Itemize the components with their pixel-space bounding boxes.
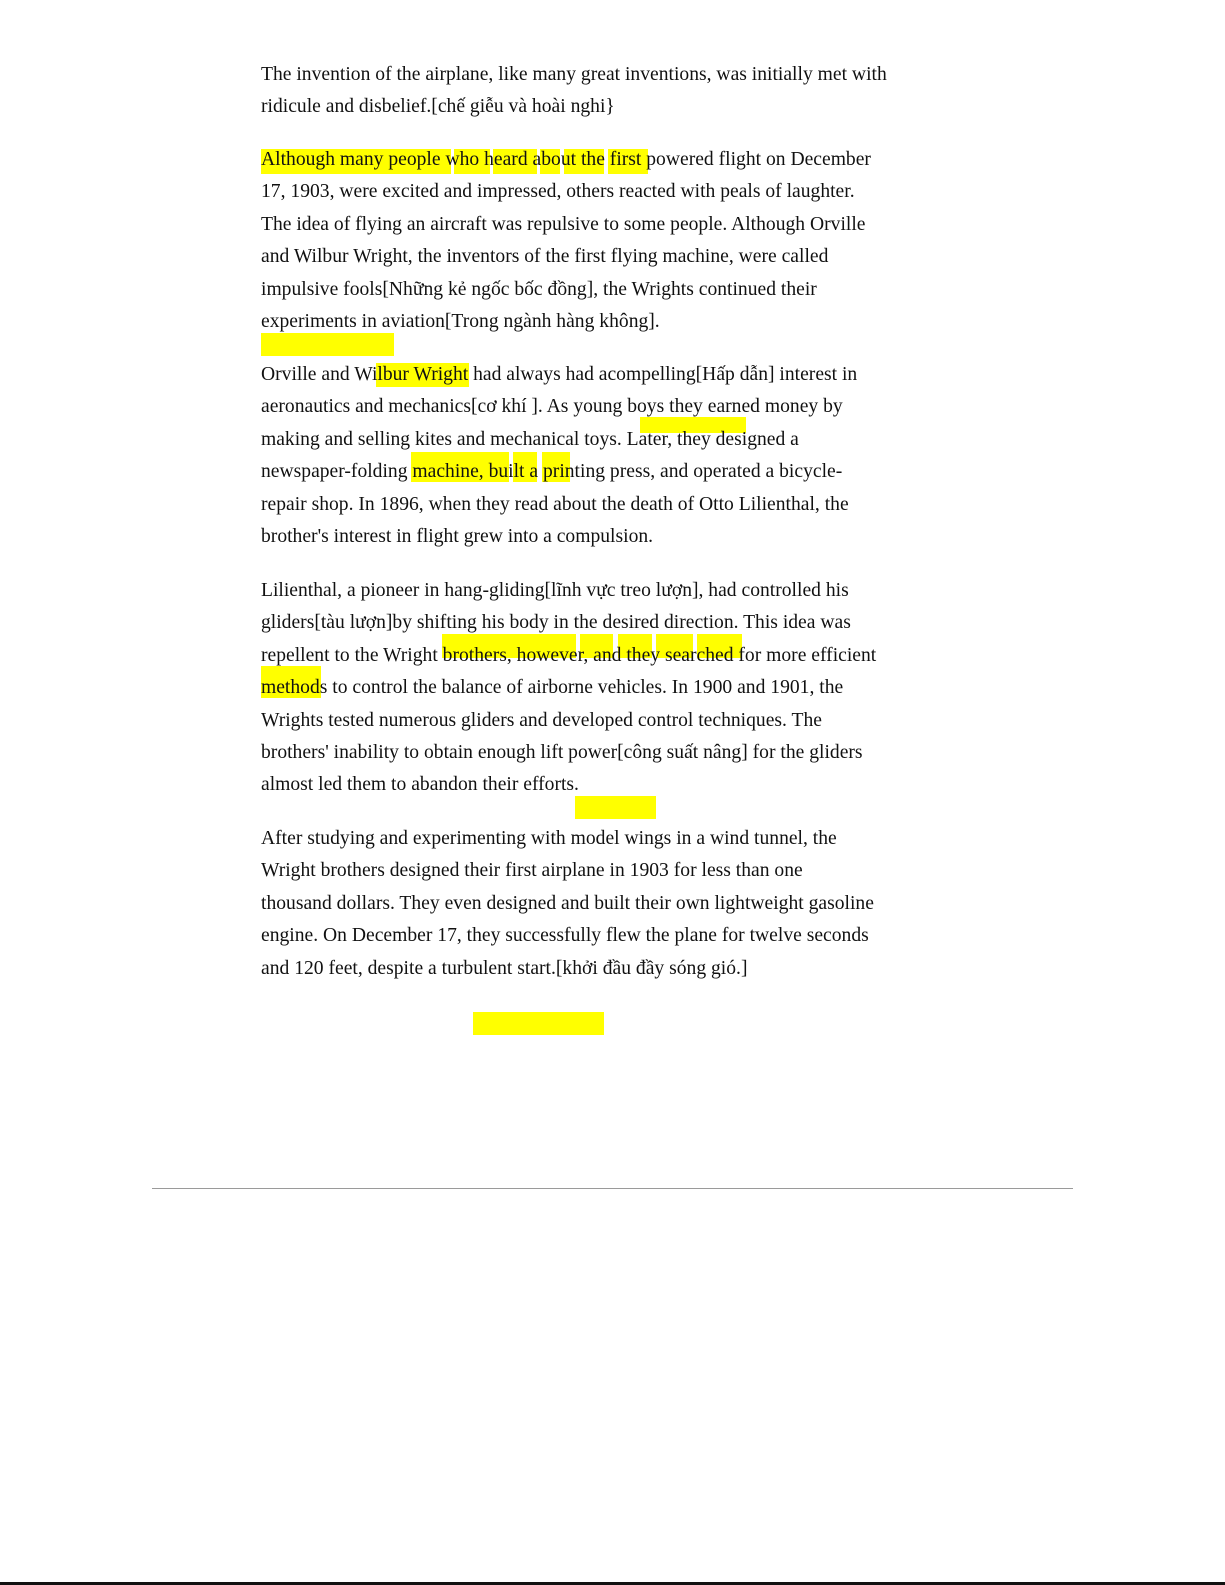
text-line: repellent to the Wright brothers, however, and they searched for more efficient [261, 644, 877, 666]
text-line: Wrights tested numerous gliders and developed control techniques. The [261, 709, 822, 731]
text-line: almost led them to abandon their efforts. [261, 774, 579, 796]
text-line: repair shop. In 1896, when they read about the death of Otto Lilienthal, the [261, 493, 849, 515]
text-line: engine. On December 17, they successfully flew the plane for twelve seconds [261, 925, 869, 947]
paragraph-first-flight [261, 144, 951, 338]
highlight-mark [473, 1012, 604, 1035]
page-divider [152, 1188, 1073, 1189]
text-line: and Wilbur Wright, the inventors of the first flying machine, were called [261, 246, 829, 268]
text-line: The invention of the airplane, like many great inventions, was initially met with [261, 64, 887, 85]
text-line: After studying and experimenting with model wings in a wind tunnel, the [261, 828, 837, 849]
text-line: methods to control the balance of airborne vehicles. In 1900 and 1901, the [261, 677, 844, 699]
text-line: Lilienthal, a pioneer in hang-gliding[lĩnh vực treo lượn], had controlled his [261, 580, 849, 601]
text-line: aeronautics and mechanics[cơ khí ]. As young boys they earned money by [261, 396, 843, 418]
text-line: gliders[tàu lượn]by shifting his body in the desired direction. This idea was [261, 612, 851, 634]
text-line: and 120 feet, despite a turbulent start.[khởi đầu đầy sóng gió.] [261, 957, 748, 979]
paragraph-lilienthal [261, 575, 951, 802]
text-line: Wright brothers designed their first airplane in 1903 for less than one [261, 860, 803, 882]
text-line: 17, 1903, were excited and impressed, others reacted with peals of laughter. [261, 181, 855, 203]
text-line: newspaper-folding machine, built a printing press, and operated a bicycle- [261, 461, 843, 483]
text-line: Although many people who heard about the first powered flight on December [261, 149, 871, 170]
text-line: ridicule and disbelief.[chế giễu và hoài nghi} [261, 96, 615, 118]
text-line: The idea of flying an aircraft was repulsive to some people. Although Orville [261, 213, 866, 235]
text-line: experiments in aviation[Trong ngành hàng không]. [261, 311, 660, 333]
paragraph-wright-brothers [261, 359, 951, 553]
text-line: brothers' inability to obtain enough lift power[công suất nâng] for the gliders [261, 742, 863, 764]
text-line: impulsive fools[Những kẻ ngốc bốc đồng], the Wrights continued their [261, 278, 817, 300]
text-line: Orville and Wilbur Wright had always had acompelling[Hấp dẫn] interest in [261, 364, 858, 385]
text-line: brother's interest in flight grew into a compulsion. [261, 526, 654, 548]
text-line: making and selling kites and mechanical toys. Later, they designed a [261, 428, 799, 450]
paragraph-intro [261, 59, 951, 124]
paragraph-first-airplane [261, 823, 951, 985]
text-line: thousand dollars. They even designed and built their own lightweight gasoline [261, 892, 874, 914]
